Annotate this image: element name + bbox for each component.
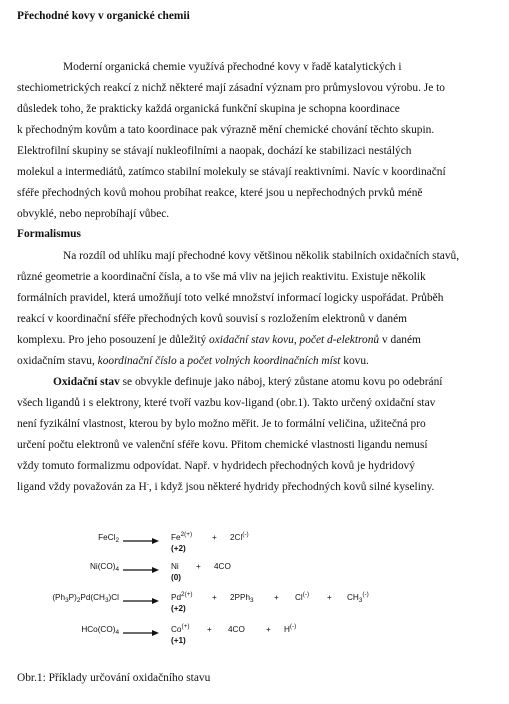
subscript: 2 [76,597,81,604]
text-line: Elektrofilní skupiny se stávají nukleofilními a naopak, dochází ke stabilizaci nestálých [17,145,412,157]
text-line [17,354,369,368]
text-line: určení počtu elektronů ve valenční sféře kovu. Přitom chemické vlastnosti ligandu nemusí [17,439,428,451]
oxidation-number: (+2) [171,544,186,553]
subscript: 2 [115,537,119,544]
superscript: (-) [302,591,310,598]
text-line: není fyzikální vlastnost, kterou by bylo možno měřit. Je to formální veličina, užitečná pro [17,418,426,430]
text-run: FeCl [98,533,116,542]
term-oxidation-state-bold: Oxidační stav [53,376,120,388]
product-ligand [284,625,296,634]
plus-sign: + [212,593,217,602]
text-run: Pd(CH [80,593,105,602]
text-line: všech ligandů i s elektrony, které tvoří vazbu kov-ligand (obr.1). Takto určený oxidační stav [17,397,436,409]
text-run: Pd [171,593,182,602]
term-coordination-number: koordinační číslo [97,355,177,367]
superscript: (-) [362,591,369,598]
oxidation-number: (0) [171,573,182,582]
text-line: vždy tomuto formalizmu odpovídat. Např. v hydridech přechodných kovů je hydridový [17,460,415,472]
text-run: a [176,355,188,367]
subscript: 3 [65,597,69,604]
product-ligand [295,593,309,602]
product-metal: Ni [171,562,179,571]
text-run: Cl [295,593,303,602]
text-run: HCo(CO) [81,625,116,634]
text-line: formálních pravidel, která umožňují toto velké množství informací logicky uspořádat. Průběh [17,292,444,304]
reactant [52,593,119,602]
text-run: ligand vždy považován za H [17,481,147,493]
text-line: sféře přechodných kovů mohou probíhat reakce, které jsou u nepřechodných prvků méně [17,187,423,199]
text-line: k přechodným kovům a tato koordinace pak výrazně mění chemické chování těchto skupin. [17,124,435,136]
product-metal [171,625,189,634]
text-line: Na rozdíl od uhlíku mají přechodné kovy většinou několik stabilních oxidačních stavů, [63,250,460,262]
text-run: 2Cl [230,533,243,542]
text-run: Fe [171,533,181,542]
superscript: (+) [181,623,190,630]
text-run: H [284,625,290,634]
text-line [17,480,434,494]
plus-sign: + [207,625,212,634]
product-metal [171,533,192,542]
arrow-icon [123,537,159,545]
document-title: Přechodné kovy v organické chemii [17,10,190,22]
subscript: 4 [115,566,119,573]
product-ligand: 4CO [228,625,245,634]
subscript: 3 [250,597,254,604]
reaction-scheme [0,525,509,660]
text-run: oxidačním stavu, [17,355,98,367]
text-run: komplexu. Pro jeho posouzení je důležitý [17,334,210,346]
plus-sign: + [327,593,332,602]
superscript: (-) [242,531,249,538]
text-run: CH [347,593,359,602]
term-oxidation-state: oxidační stav kovu [209,334,294,346]
reactant [90,562,119,571]
text-run: P) [68,593,77,602]
subscript: 4 [115,629,119,636]
text-line: důsledek toho, že prakticky každá organická funkční skupina je schopna koordinace [17,103,400,115]
oxidation-number: (+1) [171,636,186,645]
section-heading: Formalismus [17,228,81,240]
text-line: stechiometrických reakcí z nichž některé mají zásadní význam pro průmyslovou výrobu. Je to [17,82,445,94]
text-line: různé geometrie a koordinační čísla, a to vše má vliv na jejich reaktivitu. Existuje několik [17,271,426,283]
text-run: )Cl [108,593,119,602]
scheme-row-nico4 [0,562,509,588]
product-ligand: 4CO [214,562,231,571]
text-run: , [293,334,300,346]
superscript: 2(+) [180,531,193,538]
arrow-icon [123,597,159,605]
plus-sign: + [266,625,271,634]
text-run: se obvykle definuje jako náboj, který zůstane atomu kovu po odebrání [119,376,443,388]
reactant [98,533,119,542]
scheme-row-fecl2 [0,533,509,559]
text-line: Moderní organická chemie využívá přechodné kovy v řadě katalytických i [63,61,402,73]
product-metal [171,593,193,602]
plus-sign: + [274,593,279,602]
product-ligand [347,593,369,602]
figure-caption: Obr.1: Příklady určování oxidačního stavu [17,672,211,684]
text-run: v daném [379,334,421,346]
superscript: (-) [289,623,297,630]
text-run: kovu. [340,355,369,367]
text-line [17,333,421,347]
term-free-sites: počet volných koordinačních míst [187,355,341,367]
plus-sign: + [212,533,217,542]
subscript: 3 [358,597,363,604]
text-run: Co [171,625,182,634]
text-run: (Ph [52,593,66,602]
text-run: 2PPh [230,593,251,602]
superscript: 2(+) [181,591,193,598]
text-line: obvyklé, nebo neprobíhají vůbec. [17,208,170,220]
term-d-electrons: počet d-elektronů [299,334,380,346]
product-ligand [230,533,249,542]
text-line: reakcí v koordinační sféře přechodných kovů souvisí s rozložením elektronů v daném [17,313,408,325]
text-line: molekul a intermediátů, zatímco stabilní molekuly se stávají reaktivními. Navíc v koordinační [17,166,446,178]
text-run: , i když jsou některé hydridy přechodných kovů silné kyseliny. [148,481,435,493]
plus-sign: + [196,562,201,571]
text-run: Ni(CO) [89,562,116,571]
superscript: - [146,481,149,488]
product-ligand [230,593,254,602]
oxidation-number: (+2) [171,604,186,613]
arrow-icon [123,629,159,637]
scheme-row-pd [0,593,509,619]
reactant [81,625,119,634]
scheme-row-hcoco4 [0,625,509,651]
subscript: 3 [104,597,109,604]
arrow-icon [123,566,159,574]
text-line [53,375,442,389]
